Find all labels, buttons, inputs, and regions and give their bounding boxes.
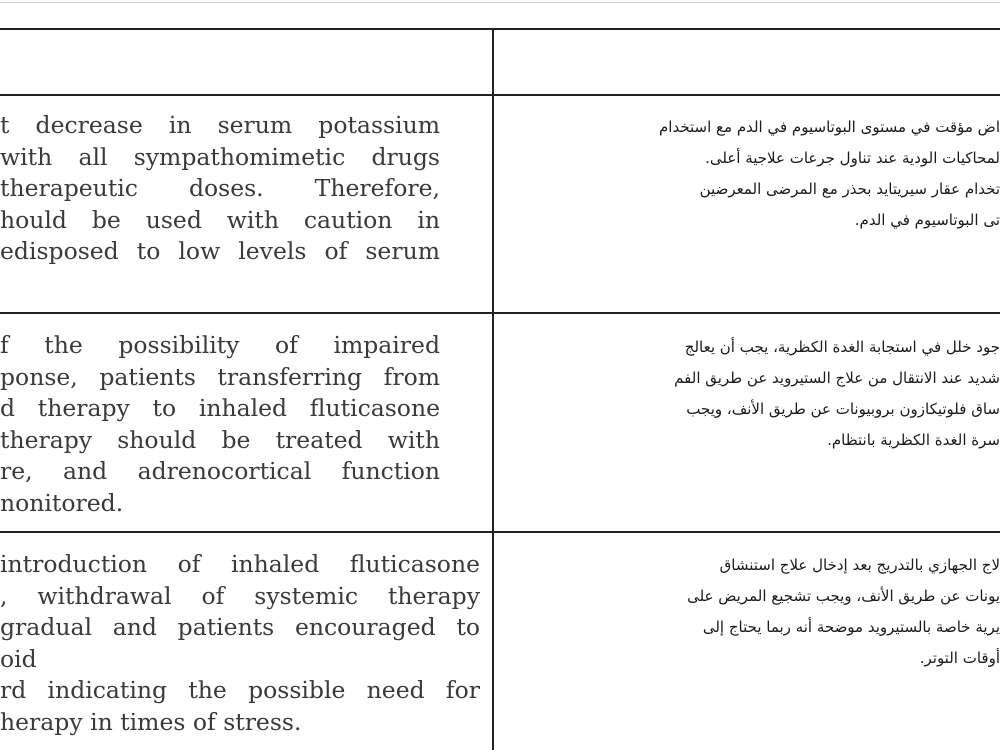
text-line: اض مؤقت في مستوى البوتاسيوم في الدم مع استخدام xyxy=(659,118,1000,136)
header-cell-arabic xyxy=(494,30,1000,92)
row-1-arabic-text xyxy=(550,112,1000,236)
text-line: , withdrawal of systemic therapy xyxy=(0,581,480,610)
row-3-arabic-text xyxy=(550,550,1000,674)
text-line: يونات عن طريق الأنف، ويجب تشجيع المريض على xyxy=(687,587,1000,605)
text-line: re, and adrenocortical function xyxy=(0,457,440,485)
text-line: f the possibility of impaired xyxy=(0,331,440,359)
text-line: تخدام عقار سيريتايد بحذر مع المرضى المعرضين xyxy=(699,180,1000,198)
text-line: لاج الجهازي بالتدريج بعد إدخال علاج استنشاق xyxy=(719,556,1000,574)
text-line: شديد عند الانتقال من علاج الستيرويد عن طريق الفم xyxy=(674,369,1000,387)
text-line: يرية خاصة بالستيرويد موضحة أنه ربما يحتاج إلى xyxy=(702,618,1000,636)
text-line: d therapy to inhaled fluticasone xyxy=(0,394,440,422)
text-line: introduction of inhaled fluticasone xyxy=(0,550,480,578)
row-2-border xyxy=(0,531,1000,533)
text-line: جود خلل في استجابة الغدة الكظرية، يجب أن يعالج xyxy=(684,338,1000,356)
text-line: ساق فلوتيكازون بروبيونات عن طريق الأنف، ويجب xyxy=(686,400,1000,418)
text-line: rd indicating the possible need for xyxy=(0,676,480,704)
header-row-border xyxy=(0,94,1000,96)
column-divider xyxy=(492,28,494,750)
text-line: therapy should be treated with xyxy=(0,425,440,454)
text-line: t decrease in serum potassium xyxy=(0,111,440,139)
text-line: تى البوتاسيوم في الدم. xyxy=(854,211,1000,229)
header-cell-english xyxy=(0,30,490,92)
text-line: سرة الغدة الكظرية بانتظام. xyxy=(827,431,1000,449)
text-line: nonitored. xyxy=(0,488,124,517)
row-1-english-text xyxy=(0,110,440,268)
text-line: ponse, patients transferring from xyxy=(0,362,440,391)
row-3-english-text xyxy=(0,549,480,738)
text-line: gradual and patients encouraged to xyxy=(0,613,480,641)
text-line: hould be used with caution in xyxy=(0,205,440,234)
text-line: oid xyxy=(0,644,37,673)
row-1-border xyxy=(0,312,1000,314)
text-line: edisposed to low levels of serum xyxy=(0,237,440,265)
text-line: herapy in times of stress. xyxy=(0,707,302,736)
text-line: أوقات التوتر. xyxy=(919,649,1000,667)
text-line: with all sympathomimetic drugs xyxy=(0,142,440,171)
text-line: therapeutic doses. Therefore, xyxy=(0,174,440,202)
text-line: لمحاكيات الودية عند تناول جرعات علاجية أعلى. xyxy=(705,149,1000,167)
page-top-rule xyxy=(0,2,1000,3)
row-2-arabic-text xyxy=(550,332,1000,456)
row-2-english-text xyxy=(0,330,440,519)
